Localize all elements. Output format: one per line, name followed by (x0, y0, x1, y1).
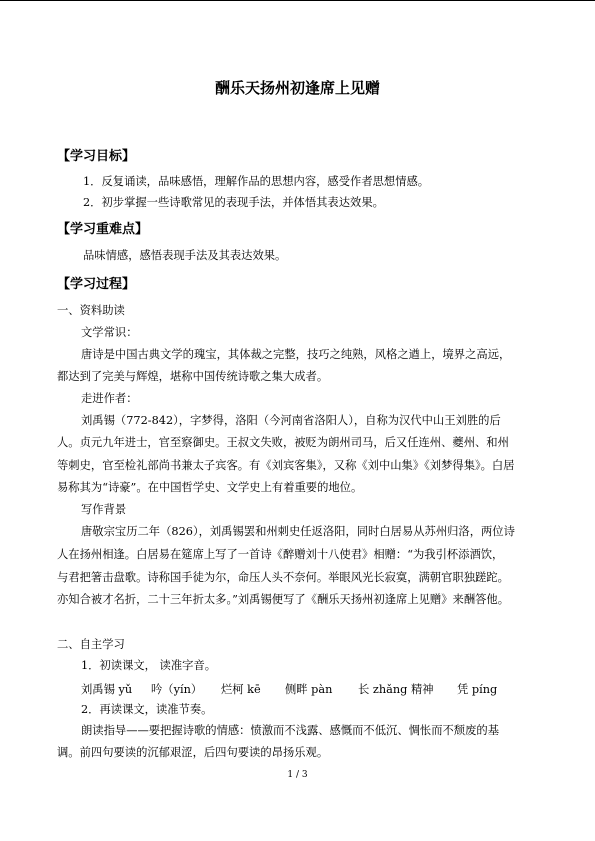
goals-heading: 【学习目标】 (57, 149, 136, 164)
pronunciation-item: 凭 píng (457, 683, 498, 696)
author-line-4: 易称其为“诗豪”。在中国哲学史、文学史上有着重要的地位。 (57, 481, 363, 494)
key-points-heading: 【学习重难点】 (57, 222, 149, 237)
pronunciation-item: 长 zhǎng 精神 (358, 683, 434, 696)
pronunciation-item: 烂柯 kē (221, 683, 261, 696)
pronunciation-item: 刘禹锡 yǔ (81, 683, 133, 696)
author-label: 走进作者： (81, 392, 138, 405)
part1-heading: 一、资料助读 (57, 304, 125, 317)
pronunciation-item: 侧畔 pàn (285, 683, 333, 696)
literary-label: 文学常识： (81, 326, 138, 339)
step2-text: 2．再读课文，读准节奏。 (81, 703, 213, 716)
background-line-1: 唐敬宗宝历二年（826），刘禹锡罢和州刺史任返洛阳，同时白居易从苏州归洛，两位诗 (81, 525, 515, 538)
literary-line-2: 都达到了完美与辉煌，堪称中国传统诗歌之集大成者。 (57, 370, 329, 383)
author-line-2: 人。贞元九年进士，官至察御史。王叔文失败，被贬为朗州司马，后又任连州、夔州、和州 (57, 436, 509, 449)
part2-heading: 二、自主学习 (57, 638, 125, 651)
top-border-line (0, 0, 595, 1)
guide-line-1: 朗读指导——要把握诗歌的情感：愤激而不浅露、感慨而不低沉、惆怅而不颓废的基 (81, 724, 499, 737)
guide-line-2: 调。前四句要读的沉郁艰涩，后四句要读的昂扬乐观。 (57, 746, 329, 759)
process-heading: 【学习过程】 (57, 277, 136, 292)
step1-text: 1．初读课文， 读准字音。 (81, 659, 217, 672)
goal-item-1: 1．反复诵读，品味感悟，理解作品的思想内容，感受作者思想情感。 (83, 175, 430, 188)
pronunciation-item: 吟（yín） (151, 683, 203, 696)
goal-item-2: 2．初步掌握一些诗歌常见的表现手法，并体悟其表达效果。 (83, 196, 384, 209)
literary-line-1: 唐诗是中国古典文学的瑰宝，其体裁之完整，技巧之纯熟，风格之遒上，境界之高远， (81, 348, 511, 361)
author-line-3: 等刺史，官至检礼部尚书兼太子宾客。有《刘宾客集》，又称《刘中山集》《刘梦得集》。白居 (57, 459, 515, 472)
page-number: 1 / 3 (287, 770, 308, 780)
background-label: 写作背景 (81, 503, 127, 516)
key-points-text: 品味情感，感悟表现手法及其表达效果。 (83, 249, 287, 262)
author-line-1: 刘禹锡（772-842），字梦得，洛阳（今河南省洛阳人），自称为汉代中山王刘胜的后 (81, 414, 501, 427)
background-line-2: 人在扬州相逢。白居易在筵席上写了一首诗《醉赠刘十八使君》相赠：“为我引杯添酒饮， (57, 548, 504, 561)
background-line-3: 与君把箸击盘歌。诗称国手徒为尔，命压人头不奈何。举眼风光长寂寞，满朝官职独蹉跎。 (57, 571, 509, 584)
page-title: 酬乐天扬州初逢席上见赠 (214, 79, 380, 97)
background-line-4: 亦知合被才名折，二十三年折太多。”刘禹锡便写了《酬乐天扬州初逢席上见赠》来酬答他。 (57, 593, 510, 606)
